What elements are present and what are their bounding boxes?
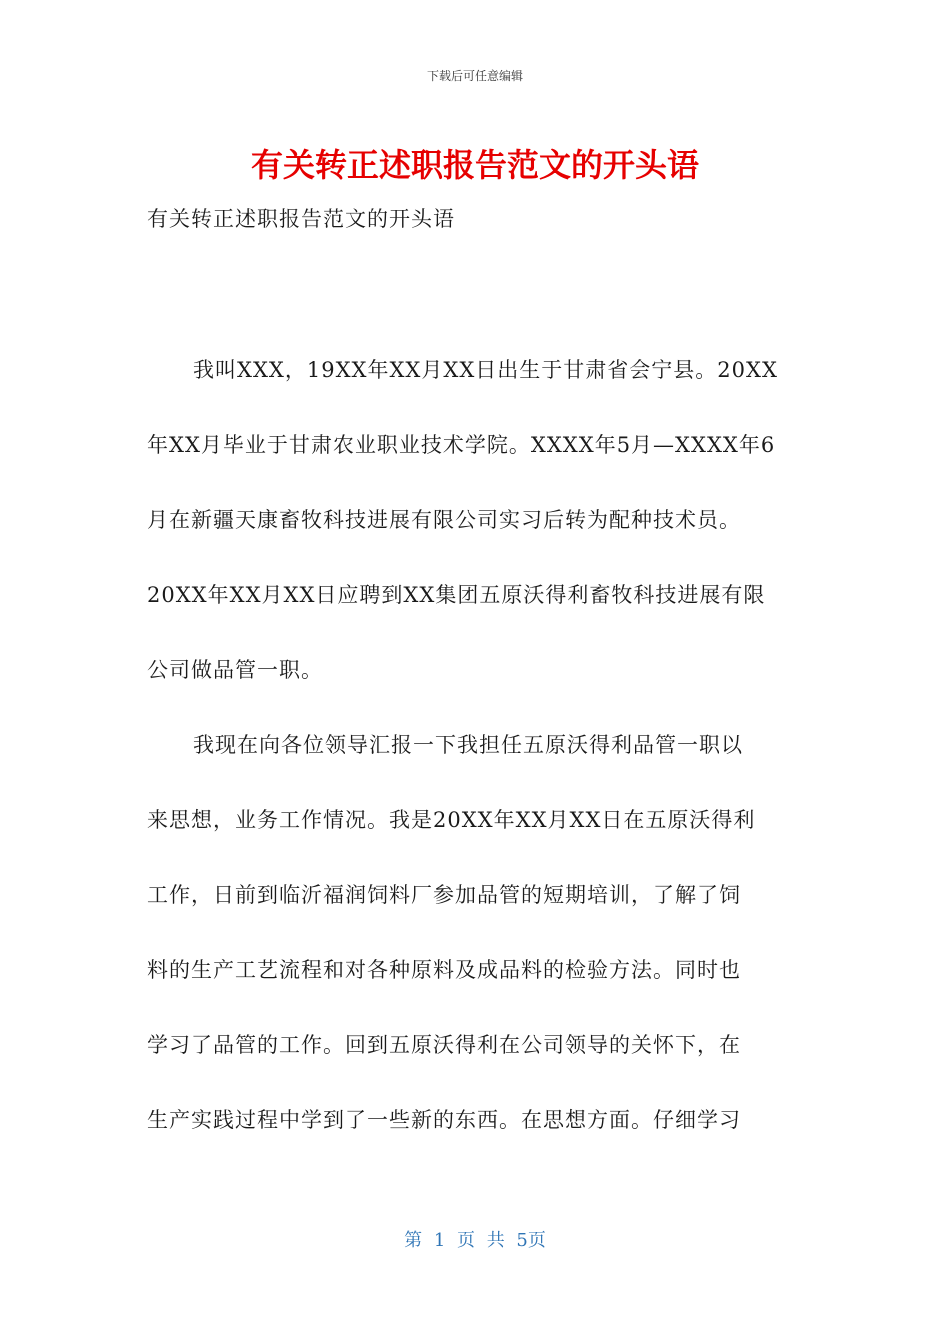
header-note: 下载后可任意编辑 (426, 69, 523, 83)
body-line: 工作，日前到临沂福润饲料厂参加品管的短期培训，了解了饲 (147, 883, 741, 907)
document-title: 有关转正述职报告范文的开头语 (250, 146, 699, 184)
body-line: 生产实践过程中学到了一些新的东西。在思想方面。仔细学习 (147, 1108, 741, 1132)
body-line: 来思想，业务工作情况。我是20XX年XX月XX日在五原沃得利 (147, 808, 756, 832)
document-subtitle: 有关转正述职报告范文的开头语 (147, 207, 455, 231)
document-body (147, 352, 807, 1177)
page-number: 第 1 页 共 5页 (404, 1230, 546, 1251)
body-line: 公司做品管一职。 (147, 658, 323, 682)
body-line: 我现在向各位领导汇报一下我担任五原沃得利品管一职以 (193, 733, 743, 757)
body-line: 20XX年XX月XX日应聘到XX集团五原沃得利畜牧科技进展有限 (147, 583, 766, 607)
body-line: 月在新疆天康畜牧科技进展有限公司实习后转为配种技术员。 (147, 508, 741, 532)
body-line: 学习了品管的工作。回到五原沃得利在公司领导的关怀下，在 (147, 1033, 741, 1057)
body-line: 料的生产工艺流程和对各种原料及成品料的检验方法。同时也 (147, 958, 741, 982)
body-line: 我叫XXX，19XX年XX月XX日出生于甘肃省会宁县。20XX (193, 358, 778, 382)
body-line: 年XX月毕业于甘肃农业职业技术学院。XXXX年5月—XXXX年6 (147, 433, 776, 457)
